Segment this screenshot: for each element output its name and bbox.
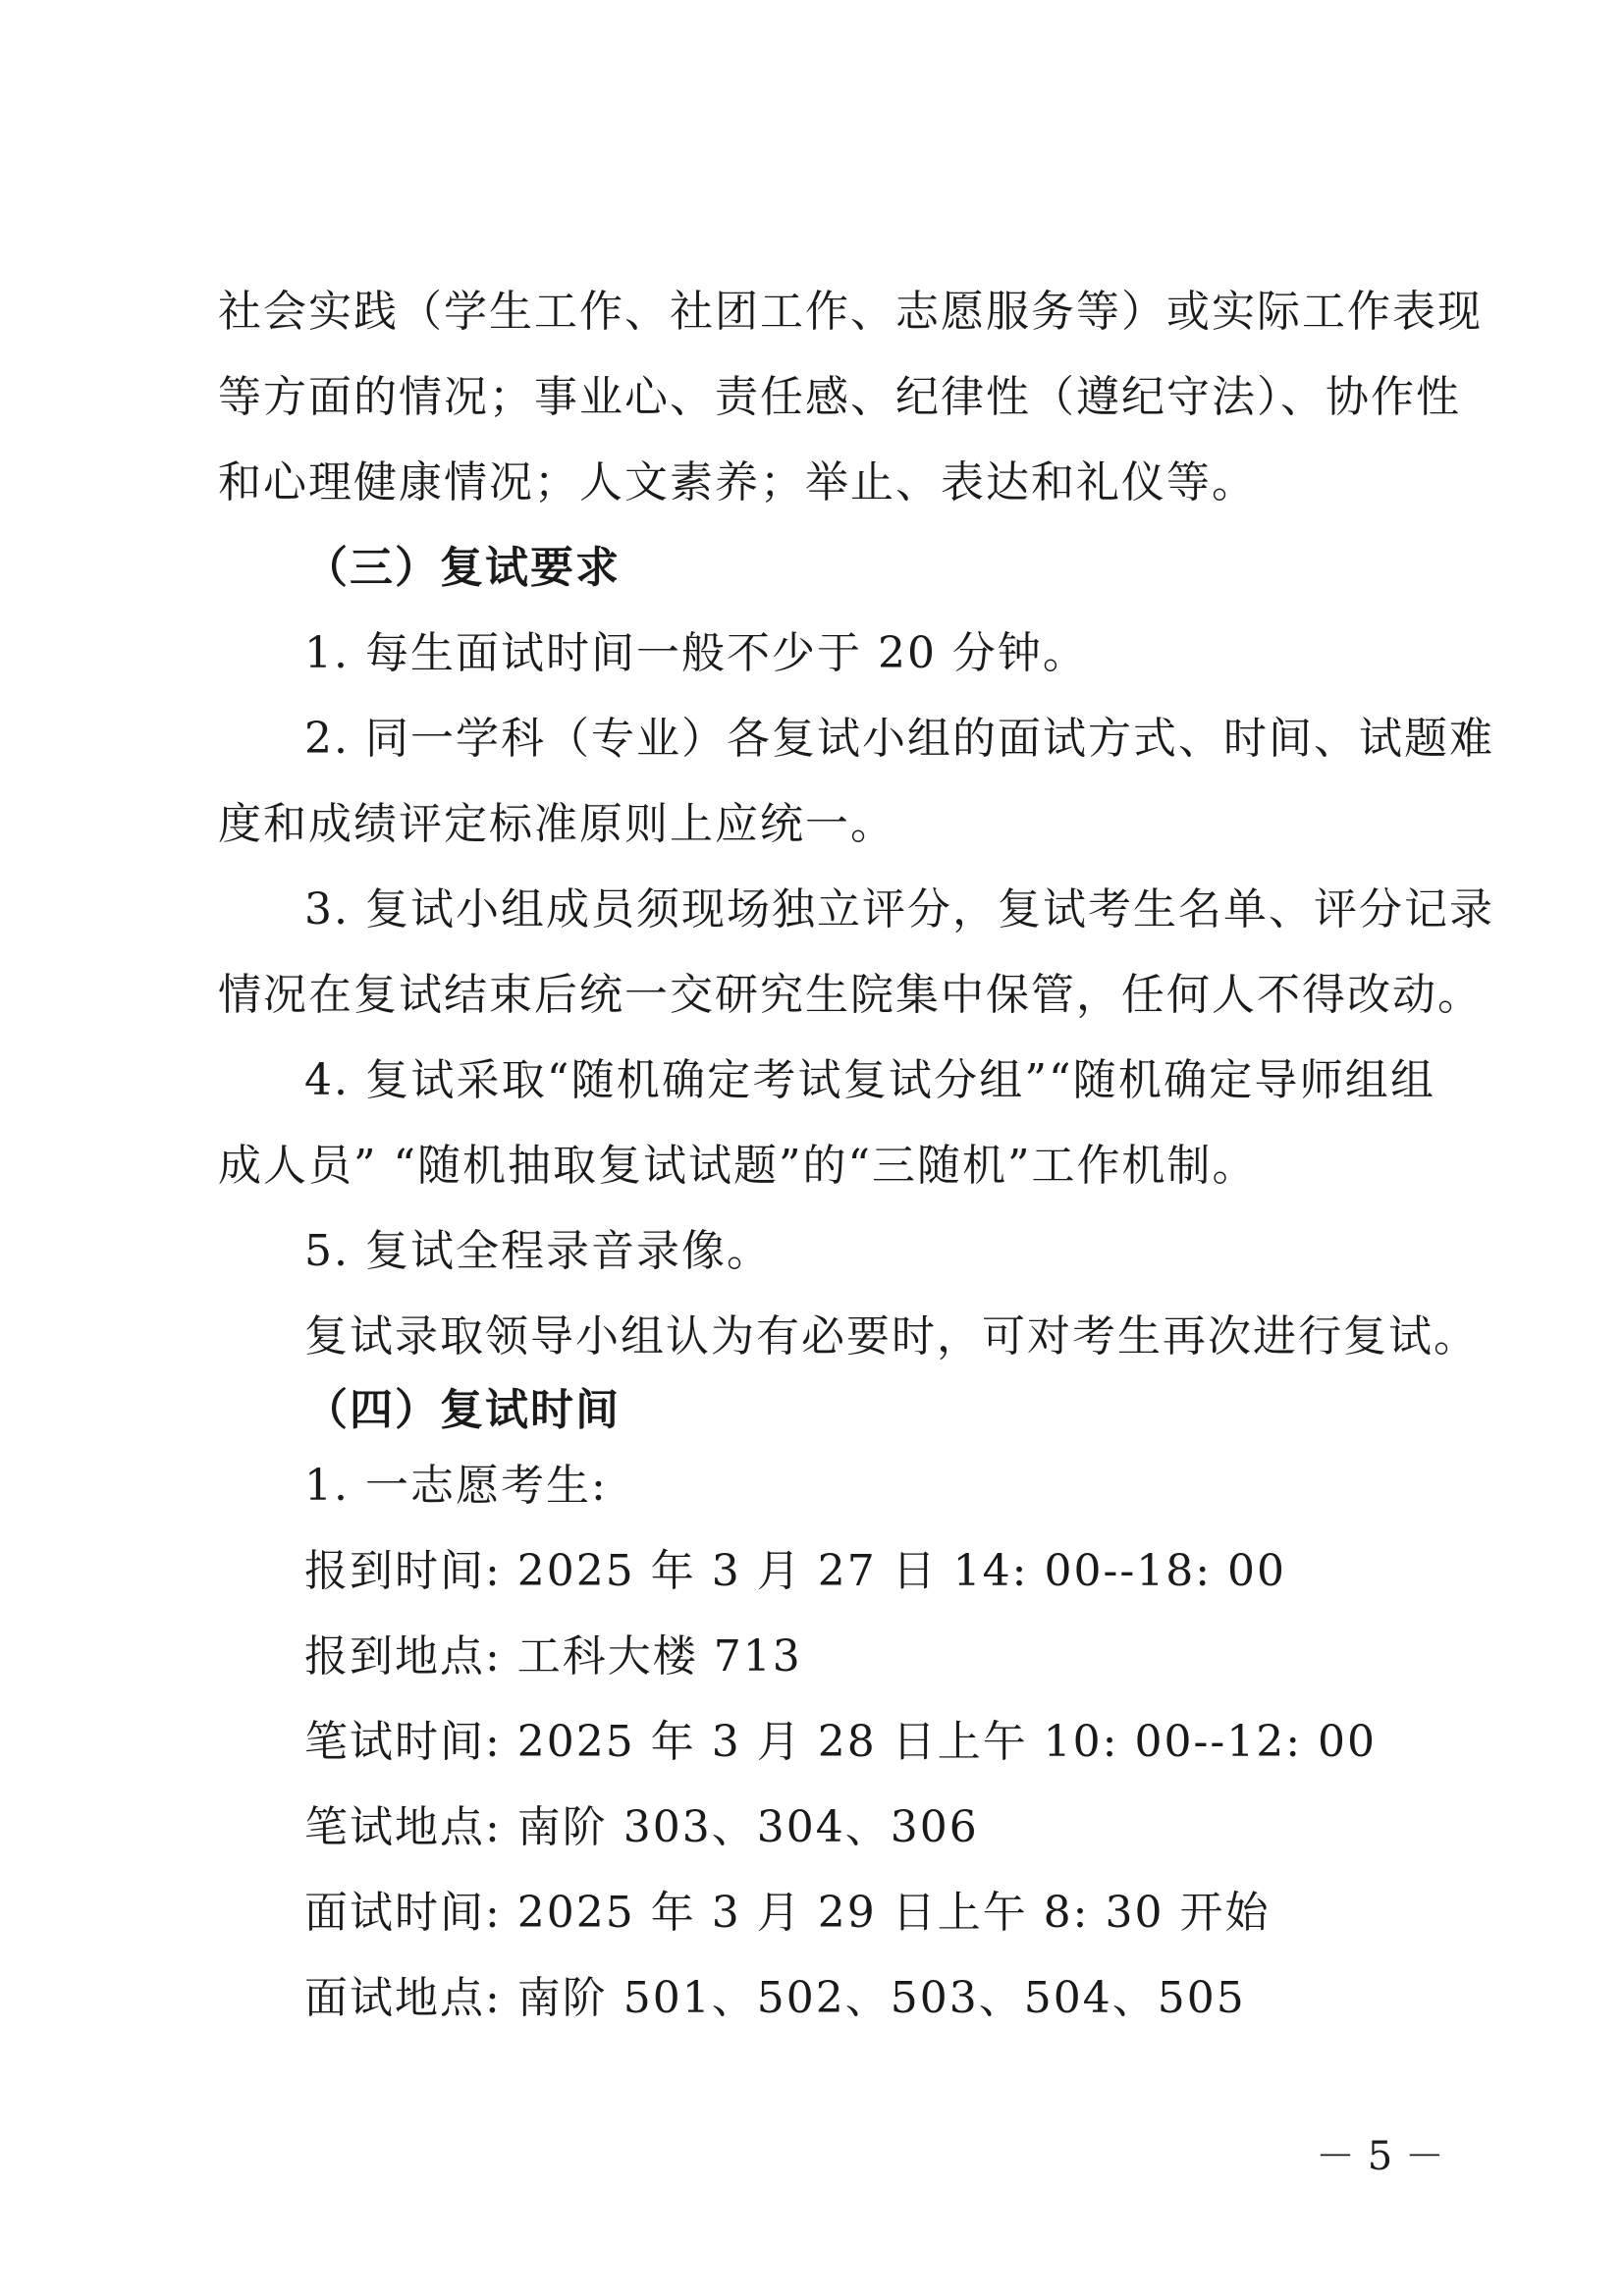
page-number: － 5 － bbox=[1316, 2134, 1444, 2179]
requirement-item-4-line-2: 成人员” “随机抽取复试试题”的“三随机”工作机制。 bbox=[218, 1141, 1258, 1191]
interview-place: 面试地点: 南阶 501、502、503、504、505 bbox=[304, 1973, 1246, 2023]
paragraph-line-2: 等方面的情况；事业心、责任感、纪律性（遵纪守法）、协作性 bbox=[218, 372, 1461, 422]
schedule-item-1: 1. 一志愿考生: bbox=[304, 1461, 608, 1511]
report-place: 报到地点: 工科大楼 713 bbox=[304, 1631, 802, 1682]
section-heading-4: （四）复试时间 bbox=[304, 1385, 621, 1435]
requirement-item-3-line-2: 情况在复试结束后统一交研究生院集中保管，任何人不得改动。 bbox=[218, 970, 1483, 1020]
report-time: 报到时间: 2025 年 3 月 27 日 14: 00--18: 00 bbox=[304, 1546, 1286, 1596]
requirement-item-2-line-1: 2. 同一学科（专业）各复试小组的面试方式、时间、试题难 bbox=[304, 714, 1494, 764]
requirement-item-4-line-1: 4. 复试采取“随机确定考试复试分组”“随机确定导师组组 bbox=[304, 1055, 1435, 1105]
requirement-item-3-line-1: 3. 复试小组成员须现场独立评分，复试考生名单、评分记录 bbox=[304, 884, 1494, 934]
requirement-item-5: 5. 复试全程录音录像。 bbox=[304, 1226, 772, 1276]
interview-time: 面试时间: 2025 年 3 月 29 日上午 8: 30 开始 bbox=[304, 1888, 1271, 1938]
requirement-note: 复试录取领导小组认为有必要时，可对考生再次进行复试。 bbox=[304, 1311, 1479, 1362]
paragraph-line-3: 和心理健康情况；人文素养；举止、表达和礼仪等。 bbox=[218, 457, 1257, 507]
written-exam-place: 笔试地点: 南阶 303、304、306 bbox=[304, 1802, 979, 1852]
paragraph-line-1: 社会实践（学生工作、社团工作、志愿服务等）或实际工作表现 bbox=[218, 287, 1483, 337]
written-exam-time: 笔试时间: 2025 年 3 月 28 日上午 10: 00--12: 00 bbox=[304, 1717, 1377, 1767]
section-heading-3: （三）复试要求 bbox=[304, 543, 621, 593]
requirement-item-1: 1. 每生面试时间一般不少于 20 分钟。 bbox=[304, 628, 1088, 678]
requirement-item-2-line-2: 度和成绩评定标准原则上应统一。 bbox=[218, 799, 895, 849]
